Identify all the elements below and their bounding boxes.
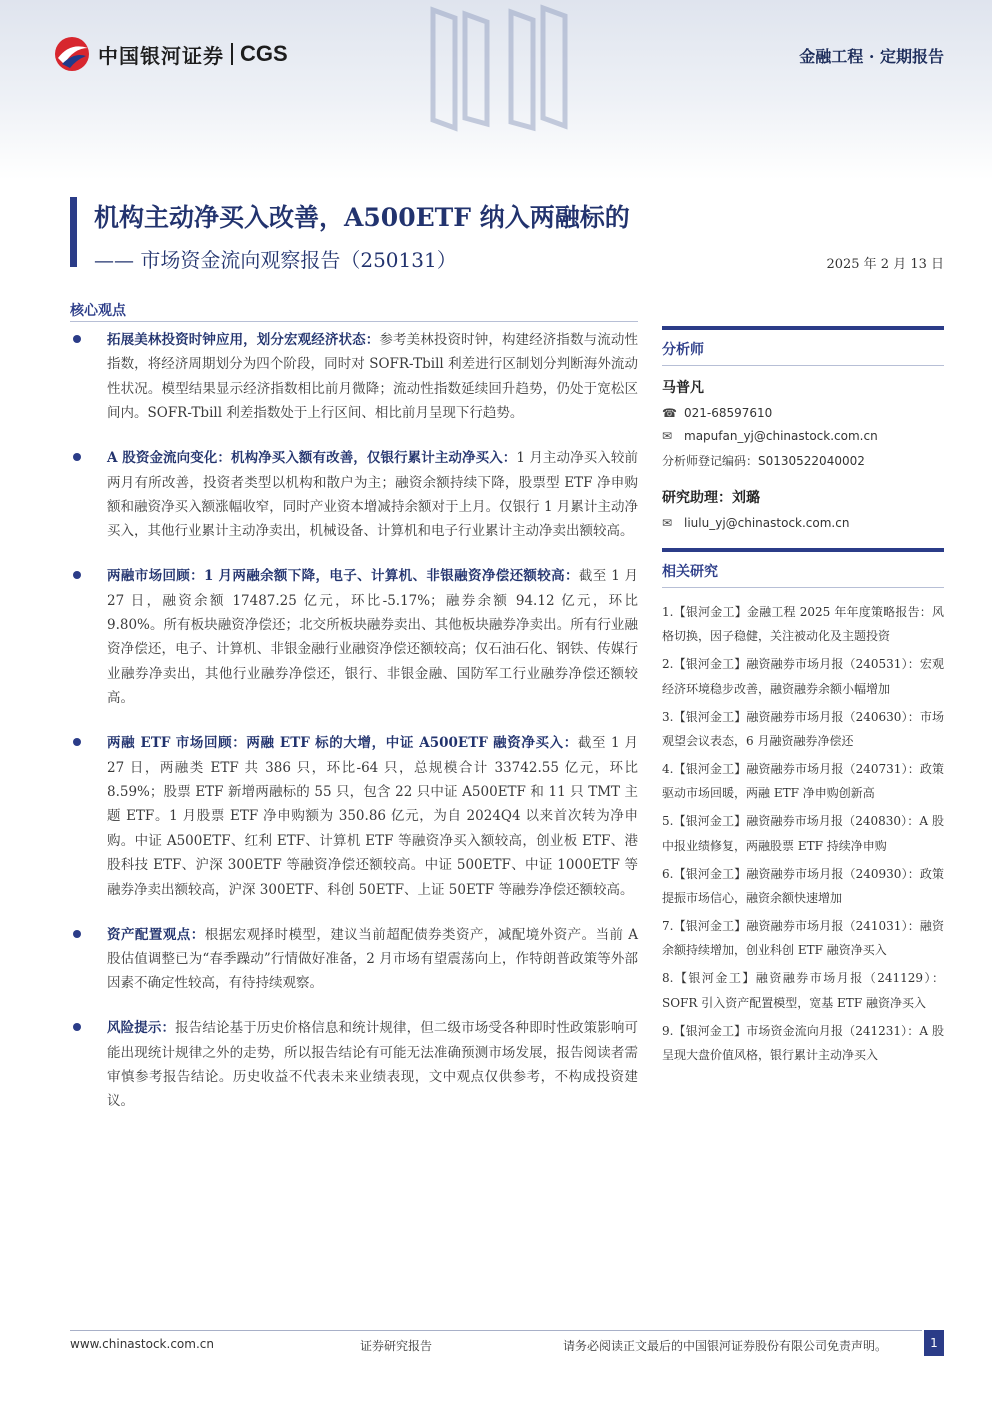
related-item[interactable]: 6.【银河金工】融资融券市场月报（240930）：政策提振市场信心，融资余额快速增加 (662, 866, 944, 905)
point-text: 1 月主动净买入较前两月有所改善，投资者类型以机构和散户为主；融资余额持续下降，股票型 ETF 净申购额和融资净买入额涨幅收窄，同时产业资本增减持余额对于上月。仅银行 1 月累计主动净买入，其他行业累计主动净卖出，机械设备、计算机和电子行业累计主动净卖出额较高。 (107, 450, 638, 540)
analyst-email-text[interactable]: mapufan_yj@chinastock.com.cn (684, 429, 878, 443)
related-item[interactable]: 8.【银河金工】融资融券市场月报（241129）：SOFR 引入资产配置模型，宽基 ETF 融资净买入 (662, 971, 944, 1010)
bullet-icon (73, 738, 81, 746)
core-heading-rule (70, 321, 638, 322)
report-type-tag: 金融工程 · 定期报告 (799, 47, 944, 66)
point-item (70, 328, 638, 426)
header-band (0, 0, 992, 180)
bullet-icon (73, 453, 81, 461)
point-text: 截至 1 月 27 日，两融类 ETF 共 386 只，环比-64 只，总规模合计 33742.55 亿元，环比 8.59%；股票 ETF 新增两融标的 55 只，包含 22 只中证 A500ETF 和 11 只 TMT 主题 ETF。1 月股票 ETF 净申购额为 350.86 亿元，为自 2024Q4 以来首次转为净申购。中证 A500ETF、红利 ETF、计算机 ETF 等融资净买入额较高，创业板 ETF、港股科技 ETF、沪深 300ETF 等融资净偿还额较高。中证 500ETF、中证 1000ETF 等融券净卖出额较高，沪深 300ETF、科创 50ETF、上证 50ETF 等融券净偿还额较高。 (107, 735, 638, 898)
bullet-icon (73, 335, 81, 343)
report-date: 2025 年 2 月 13 日 (826, 257, 944, 272)
related-list (662, 600, 944, 1067)
mail-icon: ✉ (662, 429, 673, 443)
assistant-name: 研究助理：刘璐 (662, 490, 760, 506)
logo-english-text: CGS (240, 41, 288, 66)
bullet-icon (73, 1023, 81, 1031)
footer-disclaimer: 请务必阅读正文最后的中国银河证券股份有限公司免责声明。 (563, 1339, 888, 1353)
point-item (70, 731, 638, 902)
logo-chinese-text: 中国银河证券 (98, 43, 224, 68)
analyst-phone (662, 406, 944, 420)
related-item[interactable]: 4.【银河金工】融资融券市场月报（240731）：政策驱动市场回暖，两融 ETF 净申购创新高 (662, 761, 944, 801)
related-item[interactable]: 5.【银河金工】融资融券市场月报（240830）：A 股中报业绩修复，两融股票 ETF 持续净申购 (662, 814, 944, 853)
assistant-email-text[interactable]: liulu_yj@chinastock.com.cn (684, 516, 850, 530)
point-text: 参考美林投资时钟，构建经济指数与流动性指数，将经济周期划分为四个阶段，同时对 SOFR-Tbill 利差进行区制划分判断海外流动性状况。模型结果显示经济指数相比前月微降；流动性指数延续回升趋势，仍处于宽松区间内。SOFR-Tbill 利差指数处于上行区间、相比前月呈现下行趋势。 (107, 332, 639, 422)
point-text: 截至 1 月 27 日，融资余额 17487.25 亿元，环比-5.17%；融券余额 94.12 亿元，环比 9.80%。所有板块融资净偿还；北交所板块融券卖出、其他板块融券净卖出。所有行业融资净偿还，电子、计算机、非银金融行业融资净偿还额较高；仅石油石化、钢铁、传媒行业融券净卖出，其他行业融券净偿还，银行、非银金融、国防军工行业融券净偿还额较高。 (107, 568, 639, 707)
related-item[interactable]: 7.【银河金工】融资融券市场月报（241031）：融资余额持续增加，创业科创 ETF 融资净买入 (662, 918, 944, 958)
point-lead: 资产配置观点： (107, 926, 205, 943)
report-title: 机构主动净买入改善，A500ETF 纳入两融标的 (94, 203, 630, 232)
point-item (70, 923, 638, 996)
related-item[interactable]: 2.【银河金工】融资融券市场月报（240531）：宏观经济环境稳步改善，融资融券余额小幅增加 (662, 657, 944, 696)
page-number: 1 (924, 1330, 944, 1356)
analyst-email[interactable] (662, 429, 944, 443)
related-research-panel (662, 548, 944, 1071)
point-lead: 两融市场回顾：1 月两融余额下降，电子、计算机、非银融资净偿还额较高： (107, 568, 579, 585)
title-accent-bar (70, 197, 77, 267)
report-subtitle: —— 市场资金流向观察报告（250131） (94, 248, 457, 272)
point-text: 根据宏观择时模型，建议当前超配债券类资产，减配境外资产。当前 A 股估值调整已为“春季躁动”行情做好准备，2 月市场有望震荡向上，作特朗普政策等外部因素不确定性较高，有待持续观察。 (107, 926, 638, 992)
point-item (70, 564, 638, 710)
point-lead: 风险提示： (107, 1020, 176, 1037)
related-heading: 相关研究 (662, 548, 944, 588)
bullet-icon (73, 571, 81, 579)
bullet-icon (73, 930, 81, 938)
point-lead: 拓展美林投资时钟应用，划分宏观经济状态： (107, 332, 380, 348)
point-item (70, 1016, 638, 1114)
analyst-registration: 分析师登记编码：S0130522040002 (662, 454, 865, 468)
analyst-name: 马普凡 (662, 380, 704, 396)
footer-rule (70, 1330, 922, 1331)
related-item[interactable]: 9.【银河金工】市场资金流向月报（241231）：A 股呈现大盘价值风格，银行累计主动净买入 (662, 1023, 944, 1062)
mail-icon: ✉ (662, 516, 673, 530)
core-points-list (70, 328, 638, 1134)
footer-website-link[interactable]: www.chinastock.com.cn (70, 1337, 214, 1351)
assistant-email[interactable] (662, 516, 944, 530)
related-item[interactable]: 1.【银河金工】金融工程 2025 年年度策略报告：风格切换，因子稳健，关注被动化及主题投资 (662, 605, 944, 644)
brand-logo (52, 34, 288, 74)
analyst-panel (662, 326, 944, 530)
core-viewpoints-heading: 核心观点 (70, 303, 126, 319)
point-lead: 两融 ETF 市场回顾：两融 ETF 标的大增，中证 A500ETF 融资净买入： (107, 735, 578, 752)
point-lead: A 股资金流向变化：机构净买入额有改善，仅银行累计主动净买入： (107, 450, 517, 467)
cgs-watermark-icon (425, 0, 575, 135)
analyst-heading: 分析师 (662, 326, 944, 366)
logo-divider (231, 43, 233, 65)
galaxy-logo-icon (52, 34, 92, 74)
point-text: 报告结论基于历史价格信息和统计规律，但二级市场受各种即时性政策影响可能出现统计规律之外的走势，所以报告结论有可能无法准确预测市场发展，报告阅读者需审慎参考报告结论。历史收益不代表未来业绩表现，文中观点仅供参考，不构成投资建议。 (107, 1020, 639, 1110)
footer-report-type: 证券研究报告 (360, 1339, 433, 1353)
phone-icon: ☎ (662, 406, 677, 420)
analyst-phone-text: 021-68597610 (684, 406, 773, 420)
related-item[interactable]: 3.【银河金工】融资融券市场月报（240630）：市场观望会议表态，6 月融资融券净偿还 (662, 709, 944, 749)
point-item (70, 446, 638, 544)
